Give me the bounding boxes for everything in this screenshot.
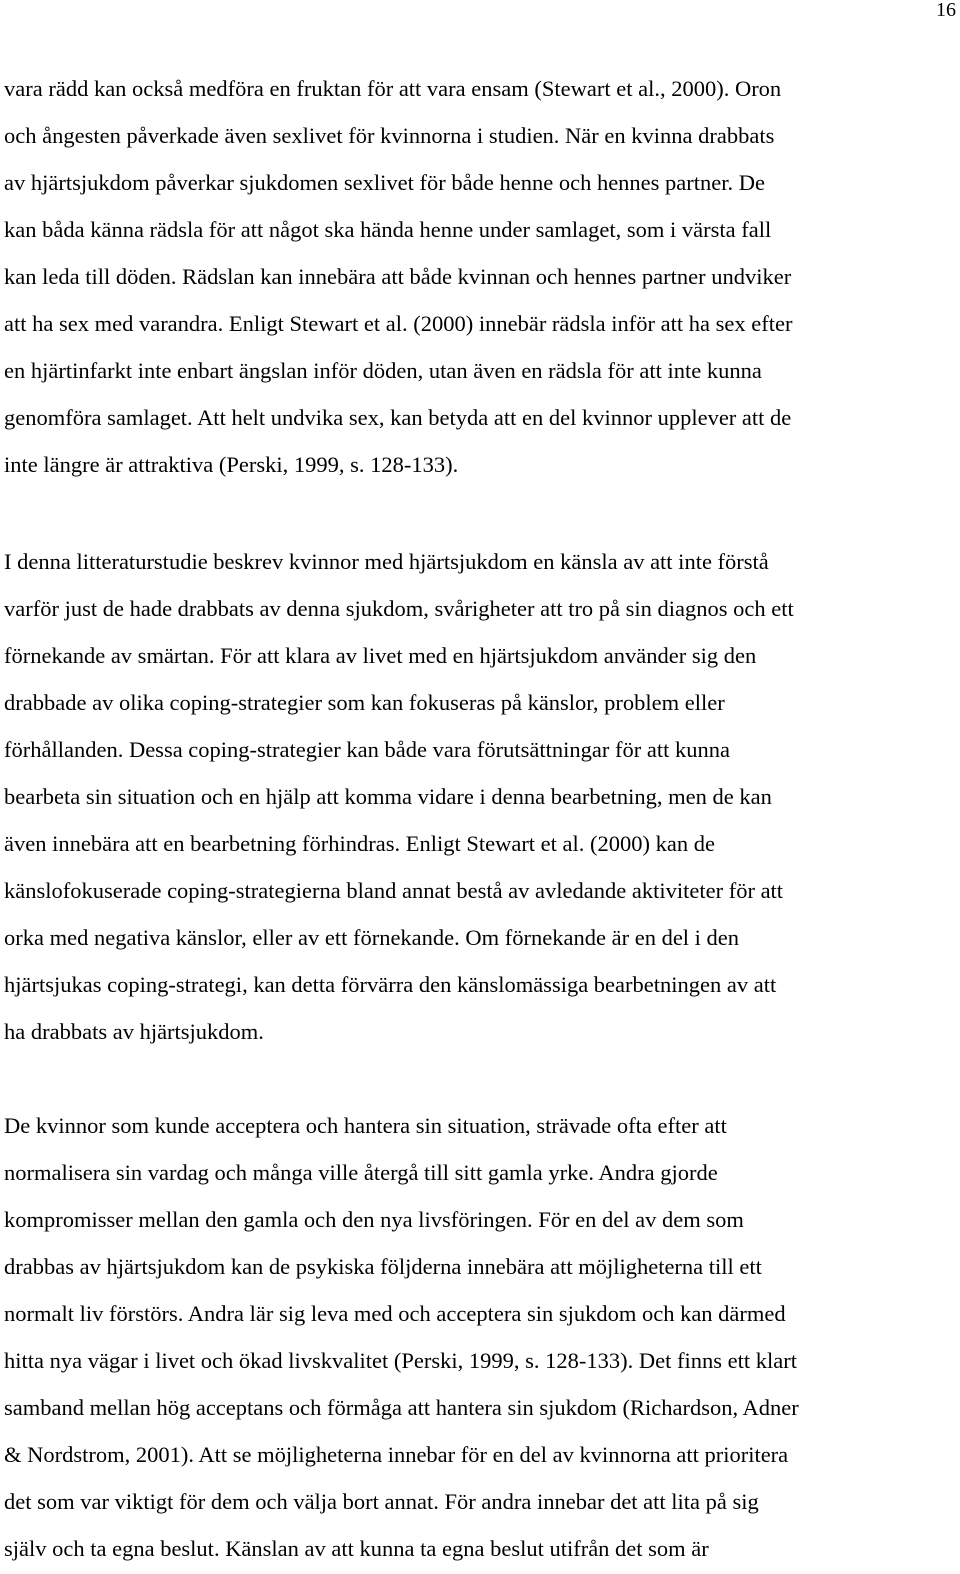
paragraph-line: förnekande av smärtan. För att klara av livet med en hjärtsjukdom använder sig den (4, 643, 757, 668)
paragraph-line: inte längre är attraktiva (Perski, 1999, s. 128-133). (4, 452, 459, 477)
paragraph-line: det som var viktigt för dem och välja bort annat. För andra innebar det att lita på sig (4, 1489, 759, 1514)
paragraph-line: kan leda till döden. Rädslan kan innebära att både kvinnan och hennes partner undviker (4, 264, 792, 289)
paragraph-line: hitta nya vägar i livet och ökad livskvalitet (Perski, 1999, s. 128-133). Det finns ett klart (4, 1348, 797, 1373)
paragraph-line: varför just de hade drabbats av denna sjukdom, svårigheter att tro på sin diagnos och ett (4, 596, 794, 621)
paragraph-line: vara rädd kan också medföra en fruktan för att vara ensam (Stewart et al., 2000). Oron (4, 76, 782, 101)
paragraph-2 (4, 538, 960, 1055)
paragraph-line: genomföra samlaget. Att helt undvika sex, kan betyda att en del kvinnor upplever att de (4, 405, 792, 430)
paragraph-line: hjärtsjukas coping-strategi, kan detta förvärra den känslomässiga bearbetningen av att (4, 972, 777, 997)
paragraph-line: att ha sex med varandra. Enligt Stewart et al. (2000) innebär rädsla inför att ha sex efter (4, 311, 793, 336)
paragraph-line: av hjärtsjukdom påverkar sjukdomen sexlivet för både henne och hennes partner. De (4, 170, 766, 195)
page-number: 16 (936, 0, 956, 21)
paragraph-line: normalisera sin vardag och många ville återgå till sitt gamla yrke. Andra gjorde (4, 1160, 718, 1185)
paragraph-line: & Nordstrom, 2001). Att se möjligheterna innebar för en del av kvinnorna att prioritera (4, 1442, 789, 1467)
paragraph-line: De kvinnor som kunde acceptera och hantera sin situation, strävade ofta efter att (4, 1113, 727, 1138)
paragraph-line: ha drabbats av hjärtsjukdom. (4, 1019, 264, 1044)
paragraph-line: och ångesten påverkade även sexlivet för kvinnorna i studien. När en kvinna drabbats (4, 123, 775, 148)
paragraph-line: kan båda känna rädsla för att något ska hända henne under samlaget, som i värsta fall (4, 217, 772, 242)
paragraph-line: I denna litteraturstudie beskrev kvinnor med hjärtsjukdom en känsla av att inte förstå (4, 549, 769, 574)
paragraph-line: bearbeta sin situation och en hjälp att komma vidare i denna bearbetning, men de kan (4, 784, 772, 809)
paragraph-line: även innebära att en bearbetning förhindras. Enligt Stewart et al. (2000) kan de (4, 831, 715, 856)
paragraph-line: drabbade av olika coping-strategier som kan fokuseras på känslor, problem eller (4, 690, 725, 715)
paragraph-line: känslofokuserade coping-strategierna bland annat bestå av avledande aktiviteter för att (4, 878, 784, 903)
paragraph-line: samband mellan hög acceptans och förmåga att hantera sin sjukdom (Richardson, Adner (4, 1395, 799, 1420)
paragraph-1 (4, 65, 960, 488)
paragraph-line: en hjärtinfarkt inte enbart ängslan inför döden, utan även en rädsla för att inte kunna (4, 358, 762, 383)
paragraph-3 (4, 1102, 960, 1572)
paragraph-line: orka med negativa känslor, eller av ett förnekande. Om förnekande är en del i den (4, 925, 740, 950)
paragraph-line: drabbas av hjärtsjukdom kan de psykiska följderna innebära att möjligheterna till ett (4, 1254, 762, 1279)
paragraph-line: normalt liv förstörs. Andra lär sig leva med och acceptera sin sjukdom och kan därmed (4, 1301, 786, 1326)
paragraph-line: själv och ta egna beslut. Känslan av att kunna ta egna beslut utifrån det som är (4, 1536, 709, 1561)
paragraph-line: kompromisser mellan den gamla och den nya livsföringen. För en del av dem som (4, 1207, 744, 1232)
paragraph-line: förhållanden. Dessa coping-strategier kan både vara förutsättningar för att kunna (4, 737, 730, 762)
